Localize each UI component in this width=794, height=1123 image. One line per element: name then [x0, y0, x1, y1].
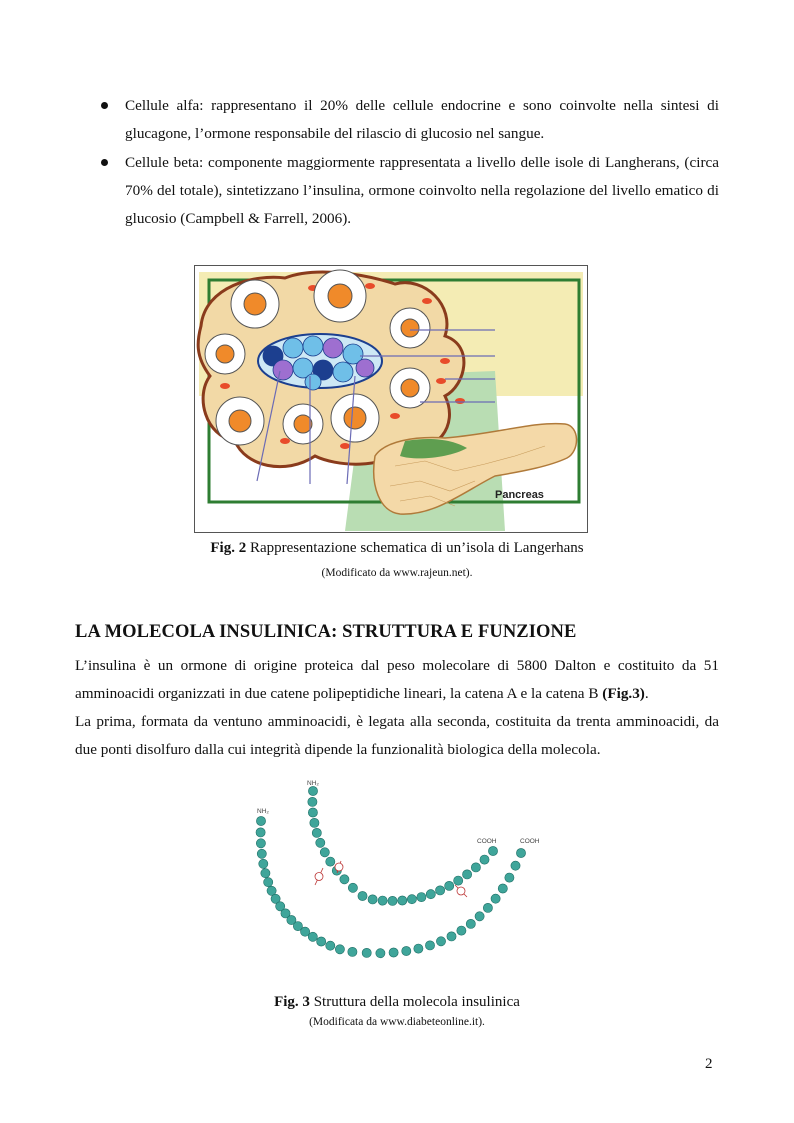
amino-acid-bead	[445, 881, 454, 890]
chain-a	[308, 786, 498, 905]
figure2-caption-text: Rappresentazione schematica di un’isola di Langerhans	[246, 540, 584, 556]
amino-acid-bead	[389, 948, 398, 957]
amino-acid-bead	[340, 875, 349, 884]
amino-acid-bead	[491, 894, 500, 903]
amino-acid-bead	[425, 941, 434, 950]
sulfur-atom	[457, 887, 465, 895]
chain-a-n-terminus: NH₂	[307, 780, 319, 787]
amino-acid-bead	[256, 828, 265, 837]
amino-acid-bead	[414, 944, 423, 953]
figure3-caption-label: Fig. 3	[274, 994, 310, 1010]
section-heading: LA MOLECOLA INSULINICA: STRUTTURA E FUNZIONE	[75, 622, 577, 642]
amino-acid-bead	[335, 945, 344, 954]
amino-acid-bead	[378, 896, 387, 905]
amino-acid-bead	[516, 848, 525, 857]
amino-acid-bead	[320, 848, 329, 857]
amino-acid-bead	[264, 878, 273, 887]
amino-acid-bead	[505, 873, 514, 882]
amino-acid-bead	[368, 895, 377, 904]
chain-a-c-terminus: COOH	[477, 838, 497, 845]
amino-acid-bead	[498, 884, 507, 893]
bullet-text: Cellule alfa: rappresentano il 20% delle cellule endocrine e sono coinvolte nella sintesi di glucagone, l’ormone responsabile del rilascio di glucosio nel sangue.	[125, 97, 719, 142]
amino-acid-bead	[326, 857, 335, 866]
bullet-text: Cellule beta: componente maggiormente rappresentata a livello delle isole di Langherans, (circa 70% del totale), sintetizzano l’insulina, ormone coinvolto nella regolazione del livello ematico di glucosio (Campbell & Farrell, 2006).	[125, 154, 719, 227]
section-body	[75, 652, 719, 764]
amino-acid-bead	[463, 870, 472, 879]
amino-acid-bead	[257, 849, 266, 858]
bullet-beta-cells	[97, 149, 719, 233]
amino-acid-bead	[348, 947, 357, 956]
amino-acid-bead	[475, 912, 484, 921]
paragraph-text: amminoacidi organizzati in due catene polipeptidiche lineari, la catena A e la catena B	[75, 685, 603, 702]
amino-acid-bead	[358, 891, 367, 900]
amino-acid-bead	[426, 890, 435, 899]
paragraph-2: La prima, formata da ventuno amminoacidi, è legata alla seconda, costituita da trenta amminoacidi, da due ponti disolfuro dalla cui integrità dipende la funzionalità biologica della molecola.	[75, 713, 719, 758]
amino-acid-bead	[261, 869, 270, 878]
cell-types-list	[97, 92, 719, 234]
chain-b-c-terminus: COOH	[520, 838, 540, 845]
amino-acid-bead	[310, 818, 319, 827]
amino-acid-bead	[317, 937, 326, 946]
bullet-dot	[101, 102, 108, 109]
page-number: 2	[705, 1056, 713, 1072]
figure-insulin-molecule	[245, 773, 545, 973]
amino-acid-bead	[362, 948, 371, 957]
amino-acid-bead	[402, 946, 411, 955]
amino-acid-bead	[466, 919, 475, 928]
sulfur-atom	[315, 873, 323, 881]
amino-acid-bead	[308, 786, 317, 795]
amino-acid-bead	[316, 838, 325, 847]
amino-acid-bead	[488, 846, 497, 855]
amino-acid-bead	[256, 839, 265, 848]
amino-acid-bead	[480, 855, 489, 864]
amino-acid-bead	[511, 861, 520, 870]
paragraph-line: L’insulina è un ormone di origine proteica dal peso molecolare di 5800 Dalton e costituito da 51	[75, 657, 719, 674]
amino-acid-bead	[348, 883, 357, 892]
figure-islet-of-langerhans	[194, 265, 588, 533]
paragraph-end: .	[644, 685, 649, 702]
amino-acid-bead	[312, 828, 321, 837]
figure3-caption	[0, 994, 794, 1011]
amino-acid-bead	[326, 941, 335, 950]
bullet-dot	[101, 159, 108, 166]
pancreas-label: Pancreas	[495, 489, 544, 501]
amino-acid-bead	[471, 863, 480, 872]
figure3-source: (Modificata da www.diabeteonline.it).	[309, 1016, 485, 1028]
amino-acid-bead	[256, 816, 265, 825]
figure2-caption	[0, 540, 794, 557]
bullet-alpha-cells	[97, 92, 719, 148]
amino-acid-bead	[308, 808, 317, 817]
figure2-caption-label: Fig. 2	[210, 540, 247, 556]
paragraph-line	[75, 680, 719, 708]
figure2-source: (Modificato da www.rajeun.net).	[321, 567, 473, 579]
amino-acid-bead	[388, 896, 397, 905]
amino-acid-bead	[436, 886, 445, 895]
amino-acid-bead	[447, 932, 456, 941]
amino-acid-bead	[376, 949, 385, 958]
amino-acid-bead	[483, 903, 492, 912]
amino-acid-bead	[457, 926, 466, 935]
amino-acid-bead	[259, 859, 268, 868]
amino-acid-bead	[407, 895, 416, 904]
amino-acid-bead	[308, 932, 317, 941]
amino-acid-bead	[454, 876, 463, 885]
amino-acid-bead	[398, 896, 407, 905]
amino-acid-bead	[308, 797, 317, 806]
amino-acid-bead	[436, 937, 445, 946]
figure3-caption-text: Struttura della molecola insulinica	[309, 994, 520, 1010]
chain-b-n-terminus: NH₂	[257, 808, 269, 815]
sulfur-atom	[335, 863, 343, 871]
islet-illustration	[195, 266, 587, 532]
figure3-reference: (Fig.3)	[602, 685, 645, 702]
insulin-chains-illustration	[245, 773, 545, 973]
amino-acid-bead	[417, 893, 426, 902]
